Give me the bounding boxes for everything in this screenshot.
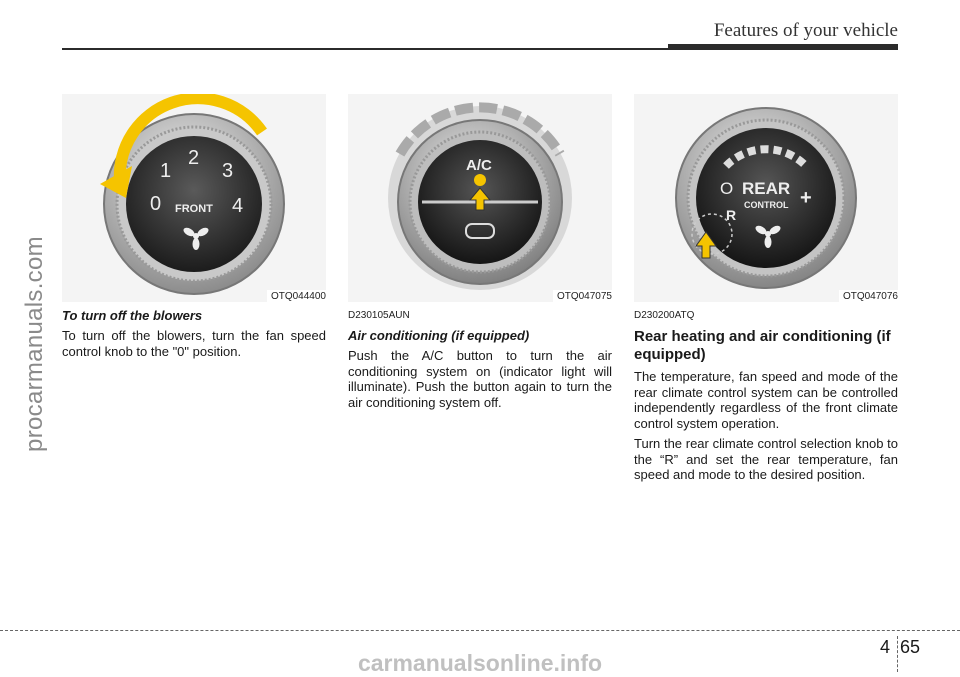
body-fan-off: To turn off the blowers, turn the fan speed control knob to the "0" position. bbox=[62, 328, 326, 359]
heading-rear: Rear heating and air conditioning (if equipped) bbox=[634, 328, 891, 363]
figure-code: OTQ047075 bbox=[553, 290, 612, 302]
knob-off-label: O bbox=[720, 179, 734, 198]
footer-rule bbox=[0, 630, 960, 631]
dial-label-3: 3 bbox=[222, 160, 234, 182]
body-rear-1: The temperature, fan speed and mode of the rear climate control system can be controlled independently regardless of the front climate control system operation. bbox=[634, 369, 898, 431]
figure-ac-button bbox=[348, 94, 612, 302]
dial-label-1: 1 bbox=[160, 160, 172, 182]
dial-label-4: 4 bbox=[232, 195, 244, 217]
body-ac: Push the A/C button to turn the air conditioning system on (indicator light will illuminate). Push the button again to turn the air conditioning system off. bbox=[348, 348, 612, 410]
section-code: D230200ATQ bbox=[634, 310, 695, 321]
heading-ac: Air conditioning (if equipped) bbox=[348, 328, 530, 343]
body-rear-2: Turn the rear climate control selection knob to the “R” and set the rear temperature, fan speed and mode to the desired position. bbox=[634, 436, 898, 482]
figure-rear-knob bbox=[634, 94, 898, 302]
rear-knob-illustration bbox=[634, 94, 898, 302]
ac-knob-illustration bbox=[348, 94, 612, 302]
dial-label-2: 2 bbox=[188, 147, 200, 169]
column-rear bbox=[634, 94, 898, 483]
section-code: D230105AUN bbox=[348, 310, 410, 321]
figure-code: OTQ047076 bbox=[839, 290, 898, 302]
section-number: 4 bbox=[879, 637, 890, 657]
knob-r-label: R bbox=[726, 207, 737, 223]
figure-code: OTQ044400 bbox=[267, 290, 326, 302]
indicator-light-icon bbox=[474, 174, 486, 186]
header-rule bbox=[62, 48, 898, 50]
knob-control-text: CONTROL bbox=[744, 200, 789, 210]
fan-knob-illustration bbox=[62, 94, 326, 302]
page-number: 65 bbox=[899, 637, 920, 657]
dial-label-0: 0 bbox=[150, 193, 162, 215]
knob-rear-text: REAR bbox=[742, 179, 791, 198]
header-title: Features of your vehicle bbox=[713, 20, 898, 41]
knob-plus-label: + bbox=[800, 187, 812, 209]
side-watermark: procarmanuals.com bbox=[21, 236, 48, 452]
figure-fan-knob bbox=[62, 94, 326, 302]
footer-watermark: carmanualsonline.info bbox=[357, 650, 603, 676]
column-ac bbox=[348, 94, 612, 410]
heading-fan-off: To turn off the blowers bbox=[62, 308, 203, 323]
dial-front-text: FRONT bbox=[175, 203, 213, 215]
column-fan-off bbox=[62, 94, 326, 359]
ac-button-label: A/C bbox=[466, 157, 492, 174]
